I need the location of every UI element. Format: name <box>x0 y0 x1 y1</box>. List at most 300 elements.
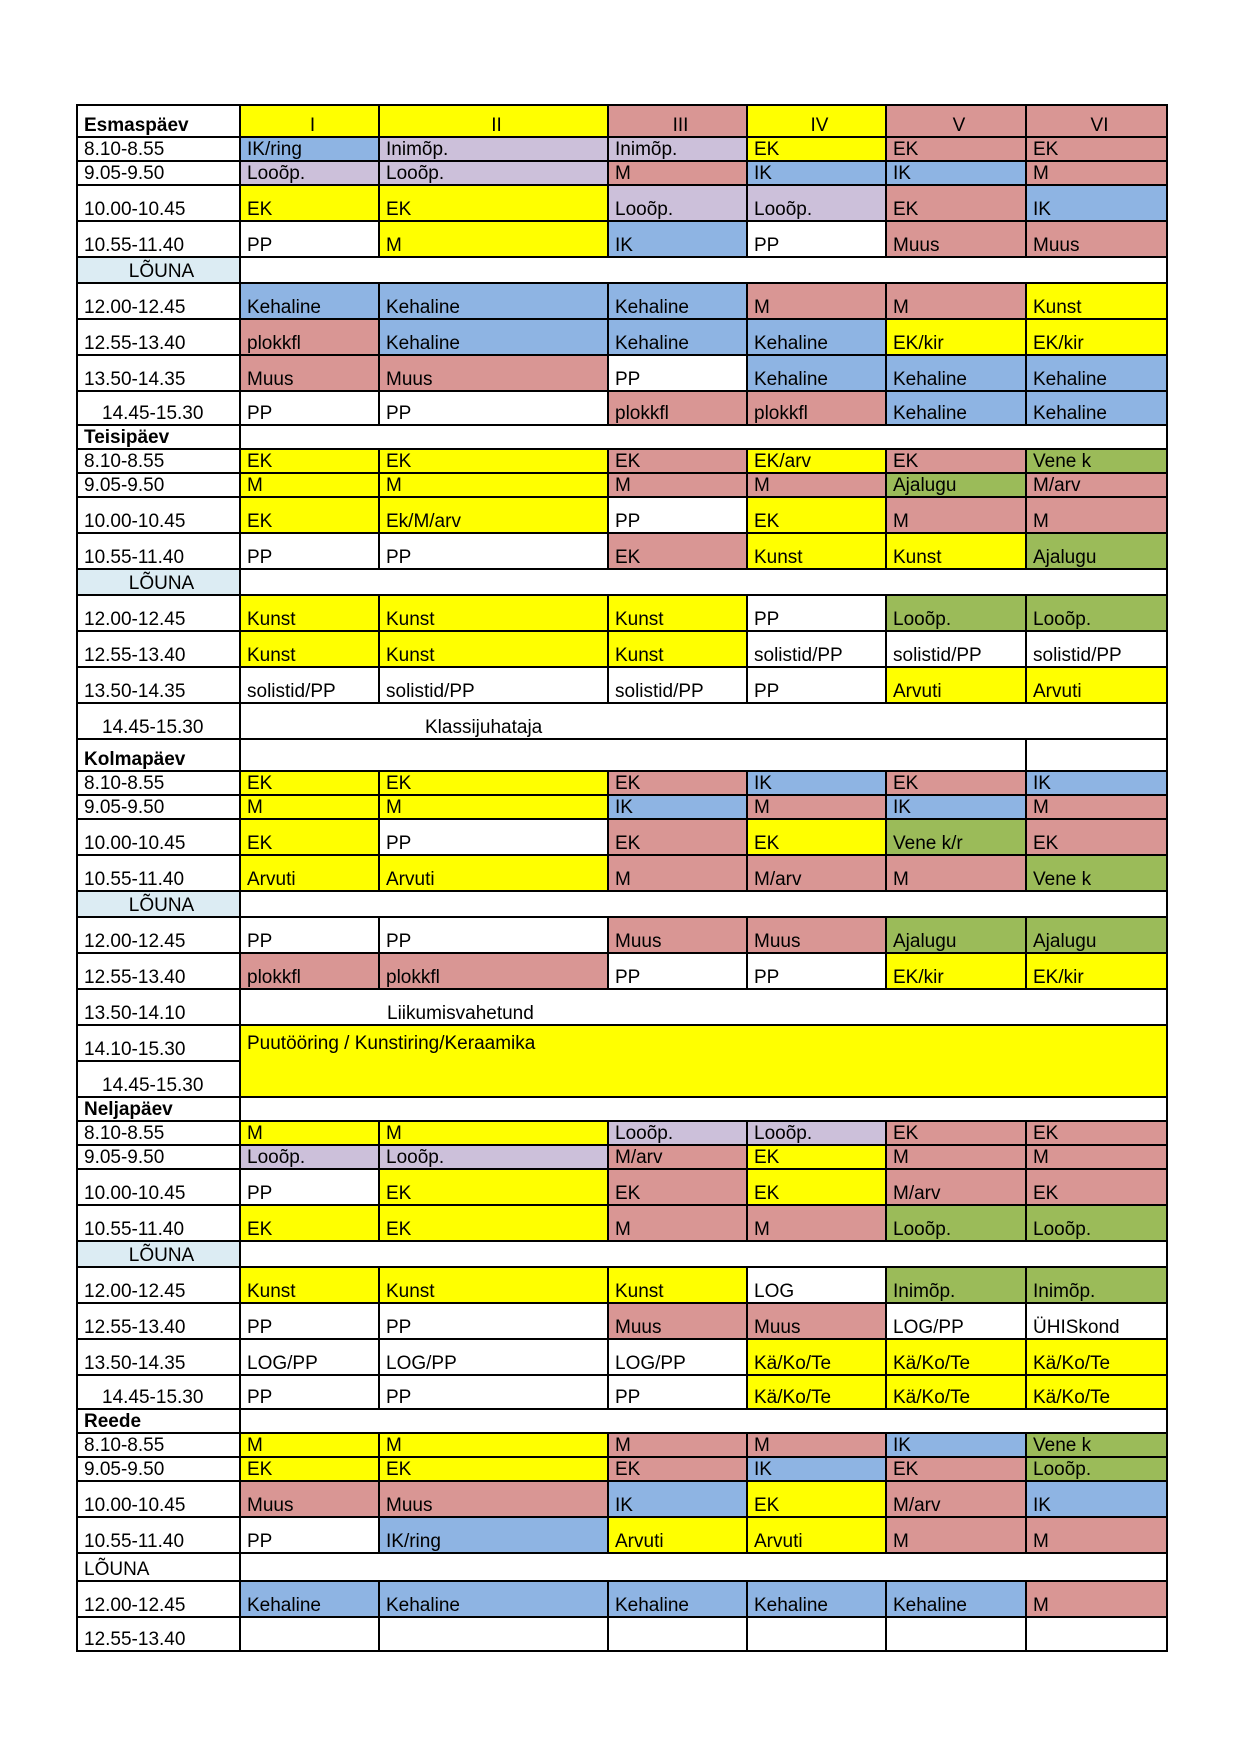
lesson-cell: M <box>886 1145 1026 1169</box>
lesson-cell: Looõp. <box>886 595 1026 631</box>
lesson-cell: M <box>1026 795 1167 819</box>
time-slot: 12.00-12.45 <box>77 1267 240 1303</box>
schedule-row <box>77 319 1167 355</box>
lesson-cell: Muus <box>379 1481 608 1517</box>
lesson-cell: M <box>608 473 747 497</box>
lesson-cell: solistid/PP <box>379 667 608 703</box>
lesson-cell: Kunst <box>886 533 1026 569</box>
lesson-cell: Looõp. <box>886 1205 1026 1241</box>
lesson-cell: EK <box>886 185 1026 221</box>
time-slot: 12.55-13.40 <box>77 1617 240 1651</box>
schedule-row <box>77 1241 1167 1267</box>
schedule-row <box>77 1121 1167 1145</box>
schedule-row <box>77 1267 1167 1303</box>
lesson-cell: Muus <box>747 1303 886 1339</box>
lesson-cell: IK <box>747 1457 886 1481</box>
lunch-blank <box>240 1241 1167 1267</box>
lesson-cell: Muus <box>1026 221 1167 257</box>
time-slot: 9.05-9.50 <box>77 1457 240 1481</box>
lesson-cell: Kunst <box>1026 283 1167 319</box>
lesson-cell: Kehaline <box>240 1581 379 1617</box>
lesson-cell: EK <box>379 449 608 473</box>
lesson-cell: M <box>608 1205 747 1241</box>
lesson-cell: Muus <box>379 355 608 391</box>
time-slot: 8.10-8.55 <box>77 771 240 795</box>
lunch-blank <box>240 257 1167 283</box>
time-slot: 10.00-10.45 <box>77 1169 240 1205</box>
lesson-cell: solistid/PP <box>240 667 379 703</box>
lesson-cell: EK/kir <box>886 953 1026 989</box>
time-slot: 8.10-8.55 <box>77 1121 240 1145</box>
lesson-cell: Muus <box>240 355 379 391</box>
lesson-cell: Looõp. <box>608 185 747 221</box>
lesson-cell: M <box>886 283 1026 319</box>
day-header-monday: Esmaspäev <box>77 105 240 137</box>
lesson-cell: Kä/Ko/Te <box>747 1339 886 1375</box>
lesson-cell: Looõp. <box>747 185 886 221</box>
lesson-cell: EK <box>747 1145 886 1169</box>
lesson-cell: EK <box>608 771 747 795</box>
time-slot: 12.55-13.40 <box>77 631 240 667</box>
lesson-cell: EK <box>1026 819 1167 855</box>
lesson-cell: EK/arv <box>747 449 886 473</box>
lesson-cell: Kehaline <box>240 283 379 319</box>
day-blank <box>240 739 1026 771</box>
schedule-row <box>77 1553 1167 1581</box>
lesson-cell: Muus <box>886 221 1026 257</box>
lesson-cell: Kä/Ko/Te <box>886 1339 1026 1375</box>
lesson-cell: EK <box>608 449 747 473</box>
day-blank <box>240 1409 1167 1433</box>
lesson-cell: PP <box>240 1303 379 1339</box>
schedule-row <box>77 1581 1167 1617</box>
spanning-activity: Puutööring / Kunstiring/Keraamika <box>240 1025 1167 1097</box>
lesson-cell: Ajalugu <box>886 917 1026 953</box>
lunch-label: LÕUNA <box>77 891 240 917</box>
header-row <box>77 105 1167 137</box>
time-slot: 9.05-9.50 <box>77 795 240 819</box>
schedule-row <box>77 257 1167 283</box>
lesson-cell: M <box>240 1433 379 1457</box>
lesson-cell: solistid/PP <box>608 667 747 703</box>
lesson-cell: Kunst <box>240 631 379 667</box>
lesson-cell: PP <box>747 221 886 257</box>
lesson-cell: Kä/Ko/Te <box>1026 1375 1167 1409</box>
schedule-row <box>77 1339 1167 1375</box>
lesson-cell: EK <box>886 137 1026 161</box>
schedule-row <box>77 703 1167 739</box>
lesson-cell: EK <box>379 771 608 795</box>
time-slot: 14.45-15.30 <box>77 1375 240 1409</box>
lesson-cell: Arvuti <box>240 855 379 891</box>
lesson-cell: PP <box>240 1375 379 1409</box>
lesson-cell: M/arv <box>886 1481 1026 1517</box>
lesson-cell: PP <box>608 497 747 533</box>
lesson-cell <box>240 1617 379 1651</box>
schedule-row <box>77 1303 1167 1339</box>
lesson-cell: Kehaline <box>608 1581 747 1617</box>
schedule-row <box>77 1481 1167 1517</box>
schedule-row <box>77 1375 1167 1409</box>
class-header-iv: IV <box>747 105 886 137</box>
lunch-blank <box>240 569 1167 595</box>
schedule-row <box>77 1169 1167 1205</box>
schedule-row <box>77 631 1167 667</box>
lunch-label: LÕUNA <box>77 257 240 283</box>
schedule-row <box>77 497 1167 533</box>
lesson-cell: M/arv <box>747 855 886 891</box>
lesson-cell: M <box>1026 1581 1167 1617</box>
class-header-i: I <box>240 105 379 137</box>
schedule-row <box>77 137 1167 161</box>
lesson-cell: EK <box>240 1205 379 1241</box>
time-slot: 12.55-13.40 <box>77 953 240 989</box>
schedule-row <box>77 595 1167 631</box>
lunch-blank <box>240 1553 1167 1581</box>
lesson-cell: Kä/Ko/Te <box>886 1375 1026 1409</box>
lunch-blank <box>240 891 1167 917</box>
lesson-cell: Inimõp. <box>886 1267 1026 1303</box>
lesson-cell: EK <box>886 771 1026 795</box>
lesson-cell: M <box>886 1517 1026 1553</box>
lesson-cell: M <box>608 161 747 185</box>
spanning-activity: Liikumisvahetund <box>240 989 1167 1025</box>
time-slot: 14.45-15.30 <box>77 1061 240 1097</box>
lesson-cell: Vene k <box>1026 1433 1167 1457</box>
lesson-cell: PP <box>379 1303 608 1339</box>
lesson-cell: M <box>1026 1517 1167 1553</box>
lesson-cell: Kehaline <box>886 391 1026 425</box>
lesson-cell: EK <box>608 1169 747 1205</box>
lesson-cell: M <box>379 473 608 497</box>
lesson-cell: EK <box>886 1457 1026 1481</box>
lesson-cell: Kehaline <box>747 355 886 391</box>
lesson-cell: Ek/M/arv <box>379 497 608 533</box>
schedule-row <box>77 283 1167 319</box>
lesson-cell: Kunst <box>747 533 886 569</box>
schedule-row <box>77 771 1167 795</box>
lesson-cell: EK <box>240 819 379 855</box>
time-slot: 12.00-12.45 <box>77 283 240 319</box>
lesson-cell: Kunst <box>240 1267 379 1303</box>
lesson-cell: Looõp. <box>608 1121 747 1145</box>
lesson-cell: Vene k/r <box>886 819 1026 855</box>
schedule-row <box>77 819 1167 855</box>
lesson-cell: M <box>379 221 608 257</box>
lesson-cell: plokkfl <box>747 391 886 425</box>
lesson-cell: Kehaline <box>1026 355 1167 391</box>
lesson-cell: LOG/PP <box>608 1339 747 1375</box>
lesson-cell: Kehaline <box>886 355 1026 391</box>
class-header-iii: III <box>608 105 747 137</box>
lesson-cell: Arvuti <box>1026 667 1167 703</box>
lesson-cell: Muus <box>608 917 747 953</box>
lesson-cell: EK <box>747 137 886 161</box>
lesson-cell: Muus <box>747 917 886 953</box>
lesson-cell: M <box>379 1433 608 1457</box>
lesson-cell: solistid/PP <box>747 631 886 667</box>
lesson-cell: PP <box>379 819 608 855</box>
lesson-cell: M <box>747 283 886 319</box>
lesson-cell: Looõp. <box>240 1145 379 1169</box>
time-slot: 10.55-11.40 <box>77 221 240 257</box>
lesson-cell: Kehaline <box>608 283 747 319</box>
lesson-cell: Kunst <box>608 595 747 631</box>
lesson-cell: PP <box>747 667 886 703</box>
schedule-row <box>77 533 1167 569</box>
lesson-cell: ÜHISkond <box>1026 1303 1167 1339</box>
schedule-row <box>77 667 1167 703</box>
lesson-cell: PP <box>747 953 886 989</box>
schedule-row <box>77 953 1167 989</box>
lesson-cell: EK <box>1026 1169 1167 1205</box>
class-header-vi: VI <box>1026 105 1167 137</box>
lesson-cell: solistid/PP <box>886 631 1026 667</box>
lesson-cell: IK <box>886 1433 1026 1457</box>
lesson-cell: solistid/PP <box>1026 631 1167 667</box>
lesson-cell: M <box>747 473 886 497</box>
time-slot: 12.00-12.45 <box>77 1581 240 1617</box>
schedule-row <box>77 739 1167 771</box>
lesson-cell: EK <box>747 1169 886 1205</box>
lesson-cell <box>1026 1617 1167 1651</box>
lesson-cell: EK <box>608 819 747 855</box>
schedule-row <box>77 449 1167 473</box>
lesson-cell: M <box>379 1121 608 1145</box>
time-slot: 14.45-15.30 <box>77 703 240 739</box>
time-slot: 14.45-15.30 <box>77 391 240 425</box>
lesson-cell: PP <box>240 533 379 569</box>
lesson-cell: EK <box>886 1121 1026 1145</box>
lesson-cell: IK <box>886 161 1026 185</box>
time-slot: 13.50-14.35 <box>77 1339 240 1375</box>
lesson-cell: Ajalugu <box>1026 533 1167 569</box>
class-header-ii: II <box>379 105 608 137</box>
lesson-cell: Ajalugu <box>1026 917 1167 953</box>
time-slot: 12.00-12.45 <box>77 917 240 953</box>
time-slot: 10.00-10.45 <box>77 1481 240 1517</box>
lesson-cell: plokkfl <box>379 953 608 989</box>
lesson-cell: LOG/PP <box>240 1339 379 1375</box>
lesson-cell: M <box>1026 1145 1167 1169</box>
lesson-cell: plokkfl <box>240 319 379 355</box>
time-slot: 9.05-9.50 <box>77 473 240 497</box>
lesson-cell: Looõp. <box>379 1145 608 1169</box>
lesson-cell: PP <box>240 221 379 257</box>
lesson-cell <box>608 1617 747 1651</box>
time-slot: 9.05-9.50 <box>77 1145 240 1169</box>
lesson-cell: EK/kir <box>886 319 1026 355</box>
lesson-cell <box>886 1617 1026 1651</box>
lesson-cell: Kehaline <box>1026 391 1167 425</box>
lesson-cell: Muus <box>608 1303 747 1339</box>
schedule-body <box>77 105 1167 1651</box>
lesson-cell: Inimõp. <box>379 137 608 161</box>
lesson-cell: Arvuti <box>886 667 1026 703</box>
day-blank <box>1026 739 1167 771</box>
time-slot: 10.00-10.45 <box>77 819 240 855</box>
schedule-row <box>77 1409 1167 1433</box>
lesson-cell: M <box>747 795 886 819</box>
lesson-cell: M <box>747 1433 886 1457</box>
lesson-cell: EK <box>747 497 886 533</box>
lesson-cell: Kehaline <box>379 1581 608 1617</box>
time-slot: 9.05-9.50 <box>77 161 240 185</box>
lesson-cell: IK <box>886 795 1026 819</box>
schedule-row <box>77 1097 1167 1121</box>
lesson-cell: M <box>1026 497 1167 533</box>
lesson-cell: PP <box>379 917 608 953</box>
lesson-cell: M <box>240 473 379 497</box>
schedule-row <box>77 355 1167 391</box>
lesson-cell: EK <box>747 819 886 855</box>
lesson-cell: Kunst <box>379 595 608 631</box>
lesson-cell: Kä/Ko/Te <box>1026 1339 1167 1375</box>
lesson-cell: EK/kir <box>1026 319 1167 355</box>
schedule-row <box>77 855 1167 891</box>
lesson-cell: M <box>886 497 1026 533</box>
schedule-row <box>77 425 1167 449</box>
time-slot: 8.10-8.55 <box>77 449 240 473</box>
schedule-row <box>77 185 1167 221</box>
lesson-cell: plokkfl <box>608 391 747 425</box>
time-slot: 10.55-11.40 <box>77 533 240 569</box>
lesson-cell: Looõp. <box>1026 1205 1167 1241</box>
time-slot: 12.55-13.40 <box>77 319 240 355</box>
class-header-v: V <box>886 105 1026 137</box>
day-label: Reede <box>77 1409 240 1433</box>
time-slot: 13.50-14.35 <box>77 667 240 703</box>
lesson-cell: EK <box>240 771 379 795</box>
lesson-cell: Kunst <box>608 1267 747 1303</box>
lesson-cell: EK <box>379 1205 608 1241</box>
time-slot: 13.50-14.10 <box>77 989 240 1025</box>
day-label: Neljapäev <box>77 1097 240 1121</box>
lesson-cell: PP <box>240 1517 379 1553</box>
schedule-row <box>77 221 1167 257</box>
lesson-cell: PP <box>240 917 379 953</box>
lesson-cell: IK/ring <box>379 1517 608 1553</box>
lesson-cell: PP <box>240 391 379 425</box>
day-blank <box>240 1097 1167 1121</box>
lesson-cell: IK/ring <box>240 137 379 161</box>
time-slot: 8.10-8.55 <box>77 137 240 161</box>
lesson-cell <box>379 1617 608 1651</box>
lesson-cell: Arvuti <box>608 1517 747 1553</box>
schedule-row <box>77 1205 1167 1241</box>
lesson-cell: Vene k <box>1026 449 1167 473</box>
lesson-cell: EK <box>379 185 608 221</box>
lesson-cell: IK <box>747 771 886 795</box>
lesson-cell: Vene k <box>1026 855 1167 891</box>
lesson-cell: IK <box>608 221 747 257</box>
lesson-cell: Kehaline <box>608 319 747 355</box>
time-slot: 10.55-11.40 <box>77 1517 240 1553</box>
schedule-row <box>77 1617 1167 1651</box>
lesson-cell: M <box>240 795 379 819</box>
lesson-cell <box>747 1617 886 1651</box>
lesson-cell: Arvuti <box>747 1517 886 1553</box>
schedule-row <box>77 989 1167 1025</box>
lesson-cell: Muus <box>240 1481 379 1517</box>
lesson-cell: EK <box>379 1457 608 1481</box>
time-slot: 10.00-10.45 <box>77 185 240 221</box>
lesson-cell: Kä/Ko/Te <box>747 1375 886 1409</box>
lesson-cell: Inimõp. <box>1026 1267 1167 1303</box>
lesson-cell: EK <box>1026 137 1167 161</box>
lesson-cell: Kunst <box>379 631 608 667</box>
lesson-cell: EK <box>240 1457 379 1481</box>
lesson-cell: Kunst <box>240 595 379 631</box>
lunch-label: LÕUNA <box>77 1241 240 1267</box>
schedule-row <box>77 795 1167 819</box>
lesson-cell: IK <box>1026 771 1167 795</box>
lesson-cell: Kehaline <box>747 1581 886 1617</box>
spanning-activity: Klassijuhataja <box>240 703 1167 739</box>
lunch-label: LÕUNA <box>77 569 240 595</box>
lesson-cell: M <box>608 855 747 891</box>
lesson-cell: PP <box>747 595 886 631</box>
lesson-cell: IK <box>747 161 886 185</box>
schedule-row <box>77 1433 1167 1457</box>
time-slot: 14.10-15.30 <box>77 1025 240 1061</box>
lesson-cell: PP <box>379 1375 608 1409</box>
schedule-row <box>77 473 1167 497</box>
schedule-row <box>77 569 1167 595</box>
lesson-cell: LOG <box>747 1267 886 1303</box>
lesson-cell: Ajalugu <box>886 473 1026 497</box>
lesson-cell: M <box>379 795 608 819</box>
day-label: Teisipäev <box>77 425 240 449</box>
time-slot: 13.50-14.35 <box>77 355 240 391</box>
schedule-row <box>77 391 1167 425</box>
lesson-cell: M/arv <box>608 1145 747 1169</box>
schedule-row <box>77 1145 1167 1169</box>
schedule-table <box>76 104 1168 1652</box>
lesson-cell: M <box>608 1433 747 1457</box>
time-slot: 10.00-10.45 <box>77 497 240 533</box>
day-blank <box>240 425 1167 449</box>
schedule-row <box>77 1517 1167 1553</box>
schedule-row <box>77 161 1167 185</box>
lesson-cell: Arvuti <box>379 855 608 891</box>
schedule-sheet <box>76 104 1166 1652</box>
time-slot: 10.55-11.40 <box>77 1205 240 1241</box>
lesson-cell: Kehaline <box>886 1581 1026 1617</box>
lesson-cell: IK <box>608 1481 747 1517</box>
lesson-cell: EK <box>240 497 379 533</box>
lesson-cell: EK/kir <box>1026 953 1167 989</box>
lesson-cell: Looõp. <box>240 161 379 185</box>
lesson-cell: Kehaline <box>379 319 608 355</box>
lesson-cell: PP <box>379 533 608 569</box>
schedule-row <box>77 917 1167 953</box>
lesson-cell: Looõp. <box>747 1121 886 1145</box>
lesson-cell: Kehaline <box>747 319 886 355</box>
time-slot: 12.00-12.45 <box>77 595 240 631</box>
lesson-cell: PP <box>608 953 747 989</box>
lesson-cell: M <box>886 855 1026 891</box>
schedule-row <box>77 891 1167 917</box>
lesson-cell: M <box>1026 161 1167 185</box>
lesson-cell: EK <box>886 449 1026 473</box>
lesson-cell: EK <box>379 1169 608 1205</box>
lesson-cell: M/arv <box>886 1169 1026 1205</box>
lesson-cell: EK <box>1026 1121 1167 1145</box>
lesson-cell: EK <box>240 449 379 473</box>
schedule-row <box>77 1457 1167 1481</box>
day-label: Kolmapäev <box>77 739 240 771</box>
